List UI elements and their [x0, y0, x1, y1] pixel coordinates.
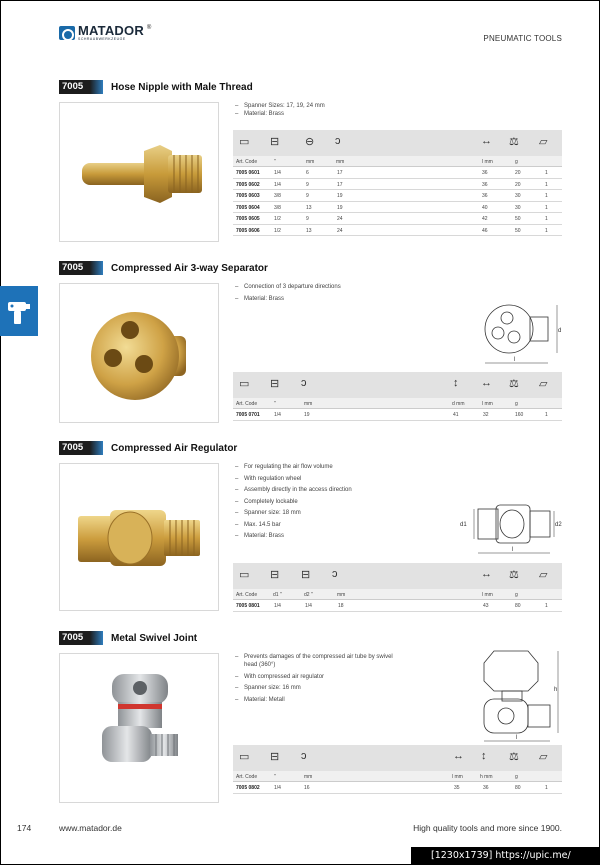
- table-cell: 43: [483, 603, 489, 609]
- package-icon: ▱: [539, 378, 548, 390]
- table-row: [233, 409, 562, 421]
- section-code: 7005: [59, 80, 103, 94]
- watermark: [1230x1739] https://upic.me/: [411, 847, 600, 865]
- unit-cell: l mm: [452, 774, 463, 780]
- unit-cell: g: [515, 774, 518, 780]
- table-row: [233, 213, 562, 225]
- thread-icon: ⊟: [270, 569, 280, 581]
- brand-sub: SCHRAUBWERKZEUGE: [78, 37, 126, 41]
- table-cell: 46: [482, 227, 488, 234]
- dim-label-h: h: [554, 687, 558, 693]
- package-icon: ▱: [539, 569, 548, 581]
- section-code: 7005: [59, 631, 103, 645]
- table-cell: 19: [304, 412, 310, 418]
- thread-icon: ⊟: [270, 751, 280, 763]
- unit-cell: ": [274, 401, 276, 407]
- table-cell: 1/4: [274, 412, 281, 418]
- feature-item: – Material: Brass: [235, 295, 341, 303]
- table-cell: 36: [482, 193, 488, 199]
- spec-icon-row: [233, 372, 562, 398]
- dim-label-l: l: [514, 357, 516, 363]
- table-cell: 1/2: [274, 227, 281, 234]
- spec-table: [233, 372, 562, 421]
- table-cell: 9: [306, 216, 309, 222]
- table-cell: 1: [545, 193, 548, 199]
- table-cell: 16: [304, 785, 310, 791]
- dim-label-l: l: [512, 547, 514, 553]
- product-photo: [59, 102, 219, 242]
- unit-cell: g: [515, 401, 518, 407]
- table-row: [233, 225, 562, 237]
- weight-icon: ⚖: [509, 378, 519, 390]
- table-cell: 17: [337, 181, 343, 188]
- unit-cell: l mm: [482, 401, 493, 407]
- table-cell: 1: [545, 204, 548, 211]
- article-code-cell: 7005 0606: [236, 227, 260, 234]
- dim-label-d1: d1: [460, 522, 467, 528]
- spec-icon-row: [233, 563, 562, 589]
- spec-unit-row: [233, 156, 562, 167]
- table-cell: 1: [545, 412, 548, 418]
- length-icon: ↔: [481, 568, 492, 580]
- unit-cell: d1 ": [273, 592, 282, 598]
- table-cell: 80: [515, 603, 521, 609]
- article-code-cell: 7005 0601: [236, 170, 260, 176]
- table-cell: 24: [337, 216, 343, 222]
- article-icon: ▭: [239, 378, 250, 390]
- table-row: [233, 167, 562, 179]
- unit-cell: Art. Code: [236, 774, 258, 780]
- product-photo: [59, 283, 219, 423]
- feature-list: [235, 463, 352, 544]
- separator-drawing: [482, 301, 562, 371]
- table-row: [233, 782, 562, 794]
- length-icon: ↔: [481, 135, 492, 147]
- thread-icon: ⊟: [270, 136, 280, 148]
- spec-table: [233, 563, 562, 612]
- page-number: 174: [17, 823, 32, 833]
- feature-item: – Spanner size: 18 mm: [235, 509, 352, 517]
- section-title: Hose Nipple with Male Thread: [111, 81, 253, 93]
- table-row: [233, 190, 562, 202]
- table-cell: 1: [545, 603, 548, 609]
- section-code: 7005: [59, 261, 103, 275]
- regulator-drawing: [460, 503, 564, 561]
- table-cell: 1/4: [274, 170, 281, 176]
- air-tool-icon: [6, 296, 32, 326]
- unit-cell: Art. Code: [236, 159, 258, 165]
- article-icon: ▭: [239, 751, 250, 763]
- table-cell: 1/2: [274, 216, 281, 222]
- spec-unit-row: [233, 589, 562, 600]
- unit-cell: mm: [337, 592, 346, 598]
- product-section-3way-separator: [59, 261, 562, 418]
- article-code-cell: 7005 0605: [236, 216, 260, 222]
- weight-icon: ⚖: [509, 569, 519, 581]
- table-cell: 6: [306, 170, 309, 176]
- table-cell: 41: [453, 412, 459, 418]
- section-title: Metal Swivel Joint: [111, 632, 198, 644]
- table-cell: 1: [545, 227, 548, 234]
- section-title: Compressed Air 3-way Separator: [111, 262, 268, 274]
- thread-icon: ⊟: [301, 569, 311, 581]
- table-cell: 3/8: [274, 204, 281, 211]
- feature-item: – Prevents damages of the compressed air tube by swivel head (360°): [235, 653, 395, 669]
- table-cell: 1/4: [274, 785, 281, 791]
- unit-cell: g: [515, 592, 518, 598]
- article-code-cell: 7005 0801: [236, 603, 260, 609]
- spanner-icon: ↄ: [301, 377, 307, 389]
- table-cell: 20: [515, 170, 521, 176]
- table-cell: 13: [306, 227, 312, 234]
- spec-unit-row: [233, 771, 562, 782]
- table-cell: 80: [515, 785, 521, 791]
- unit-cell: Art. Code: [236, 592, 258, 598]
- spanner-icon: ↄ: [335, 135, 341, 147]
- brand-logo: [59, 24, 151, 42]
- product-photo: [59, 653, 219, 803]
- table-cell: 24: [337, 227, 343, 234]
- feature-item: – Spanner Sizes: 17, 19, 24 mm: [235, 102, 325, 110]
- article-code-cell: 7005 0602: [236, 181, 260, 188]
- dim-label-l: l: [516, 735, 518, 741]
- table-row: [233, 600, 562, 612]
- brand-mark-icon: [59, 26, 75, 40]
- unit-cell: l mm: [482, 159, 493, 165]
- length-icon: ↔: [453, 750, 464, 762]
- table-cell: 13: [306, 204, 312, 211]
- article-code-cell: 7005 0802: [236, 785, 260, 791]
- table-cell: 35: [454, 785, 460, 791]
- unit-cell: ": [274, 774, 276, 780]
- table-cell: 32: [483, 412, 489, 418]
- feature-list: [235, 653, 395, 707]
- section-title: Compressed Air Regulator: [111, 442, 238, 454]
- feature-item: – Connection of 3 departure directions: [235, 283, 341, 291]
- table-row: [233, 202, 562, 214]
- brand-name: MATADOR: [78, 23, 144, 38]
- product-photo: [59, 463, 219, 611]
- table-cell: 1/4: [274, 181, 281, 188]
- spec-icon-row: [233, 130, 562, 156]
- footer-url[interactable]: www.matador.de: [59, 823, 122, 833]
- table-cell: 36: [482, 181, 488, 188]
- unit-cell: d mm: [452, 401, 465, 407]
- table-cell: 40: [482, 204, 488, 211]
- spec-icon-row: [233, 745, 562, 771]
- article-code-cell: 7005 0701: [236, 412, 260, 418]
- table-cell: 9: [306, 181, 309, 188]
- unit-cell: l mm: [482, 592, 493, 598]
- feature-item: – Spanner size: 16 mm: [235, 684, 395, 692]
- feature-list: [235, 102, 325, 121]
- swivel-drawing: [480, 647, 562, 747]
- table-cell: 19: [337, 193, 343, 199]
- table-cell: 19: [337, 204, 343, 211]
- product-section-hose-nipple: [59, 80, 562, 234]
- weight-icon: ⚖: [509, 136, 519, 148]
- package-icon: ▱: [539, 751, 548, 763]
- feature-item: – For regulating the air flow volume: [235, 463, 352, 471]
- unit-cell: g: [515, 159, 518, 165]
- spec-table: [233, 130, 562, 236]
- feature-item: – Material: Metall: [235, 696, 395, 704]
- table-cell: 3/8: [274, 193, 281, 199]
- feature-item: – With regulation wheel: [235, 475, 352, 483]
- dim-label-d: d: [558, 328, 562, 334]
- unit-cell: mm: [336, 159, 345, 165]
- table-cell: 1: [545, 785, 548, 791]
- table-cell: 30: [515, 204, 521, 211]
- unit-cell: h mm: [480, 774, 493, 780]
- spec-table: [233, 745, 562, 794]
- table-cell: 36: [482, 170, 488, 176]
- height-icon: ↕: [481, 750, 487, 762]
- package-icon: ▱: [539, 136, 548, 148]
- article-icon: ▭: [239, 569, 250, 581]
- dim-label-d2: d2: [555, 522, 562, 528]
- section-code: 7005: [59, 441, 103, 455]
- side-tab-pneumatic: [0, 286, 38, 336]
- spec-unit-row: [233, 398, 562, 409]
- spanner-icon: ↄ: [332, 568, 338, 580]
- table-cell: 1: [545, 181, 548, 188]
- table-cell: 9: [306, 193, 309, 199]
- feature-item: – Material: Brass: [235, 110, 325, 118]
- table-cell: 1: [545, 170, 548, 176]
- table-cell: 1/4: [305, 603, 312, 609]
- product-section-air-regulator: [59, 441, 562, 609]
- feature-item: – Max. 14.5 bar: [235, 521, 352, 529]
- table-cell: 50: [515, 227, 521, 234]
- article-icon: ▭: [239, 136, 250, 148]
- table-cell: 20: [515, 181, 521, 188]
- table-cell: 1/4: [274, 603, 281, 609]
- table-cell: 17: [337, 170, 343, 176]
- table-cell: 160: [515, 412, 524, 418]
- weight-icon: ⚖: [509, 751, 519, 763]
- table-cell: 50: [515, 216, 521, 222]
- category-label: PNEUMATIC TOOLS: [483, 34, 562, 43]
- unit-cell: ": [274, 159, 276, 165]
- article-code-cell: 7005 0604: [236, 204, 260, 211]
- unit-cell: mm: [304, 401, 313, 407]
- table-cell: 18: [338, 603, 344, 609]
- feature-item: – Assembly directly in the access direction: [235, 486, 352, 494]
- footer-slogan: High quality tools and more since 1900.: [413, 823, 562, 833]
- feature-list: [235, 283, 341, 306]
- unit-cell: mm: [304, 774, 313, 780]
- product-section-swivel-joint: [59, 631, 562, 791]
- table-row: [233, 179, 562, 191]
- table-cell: 30: [515, 193, 521, 199]
- brand-reg: ®: [146, 25, 152, 31]
- diameter-icon: ↕: [453, 377, 459, 389]
- feature-item: – Material: Brass: [235, 532, 352, 540]
- table-cell: 42: [482, 216, 488, 222]
- thread-icon: ⊟: [270, 378, 280, 390]
- article-code-cell: 7005 0603: [236, 193, 260, 199]
- length-icon: ↔: [481, 377, 492, 389]
- unit-cell: d2 ": [304, 592, 313, 598]
- table-cell: 1: [545, 216, 548, 222]
- feature-item: – With compressed air regulator: [235, 673, 395, 681]
- feature-item: – Completely lockable: [235, 498, 352, 506]
- table-cell: 36: [483, 785, 489, 791]
- spanner-icon: ↄ: [301, 750, 307, 762]
- unit-cell: mm: [306, 159, 315, 165]
- unit-cell: Art. Code: [236, 401, 258, 407]
- hose-diameter-icon: ⊖: [305, 136, 315, 148]
